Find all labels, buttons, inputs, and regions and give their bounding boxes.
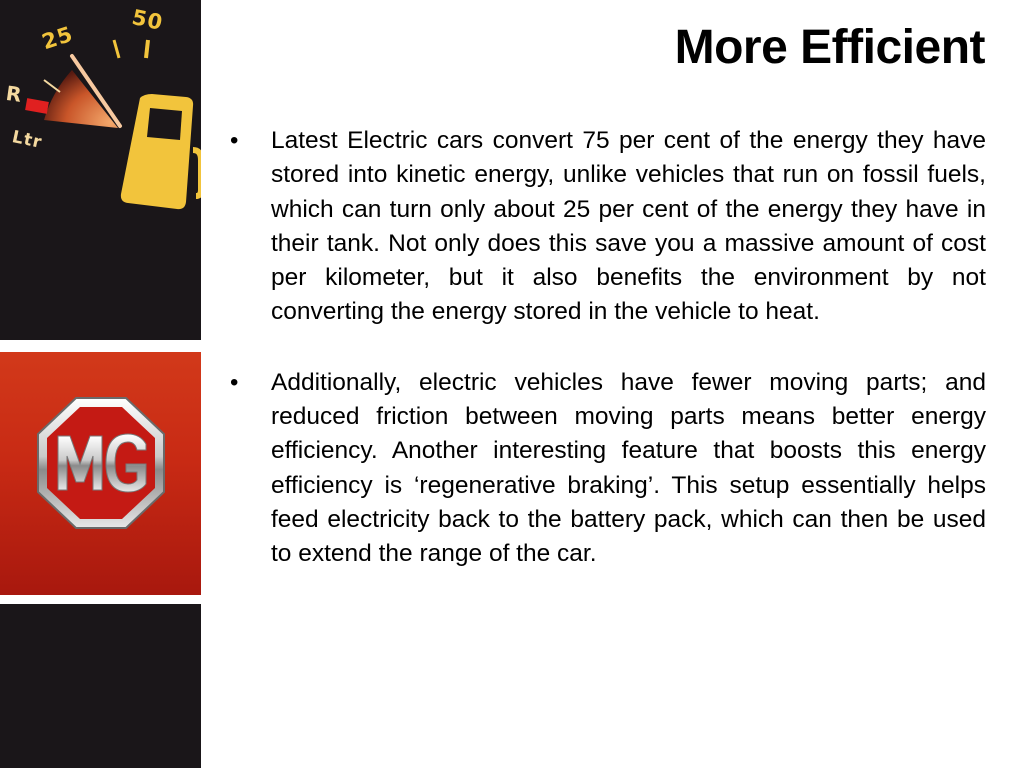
bullet-text: Additionally, electric vehicles have fewer moving parts; and reduced friction between moving parts means better energy efficiency. Another interesting feature that boosts this energy efficiency is ‘regenerative braking’. This setup essentially helps feed electricity back to the battery pack, which can then be used to extend the range of the car. — [271, 368, 986, 568]
gauge-tick — [114, 40, 119, 58]
mg-logo-panel — [0, 352, 201, 595]
gauge-label-ltr: Ltr — [10, 127, 45, 153]
gauge-label-25: 25 — [39, 21, 77, 55]
fuel-gauge-graphic — [0, 0, 201, 340]
gauge-tick — [44, 80, 60, 92]
fuel-gauge-image — [0, 0, 201, 340]
bullet-marker: • — [230, 368, 239, 396]
bullet-text: Latest Electric cars convert 75 per cent of the energy they have stored into kinetic energy, unlike vehicles that run on fossil fuels, which can turn only about 25 per cent of the energy they have in their tank. Not only does this save you a massive amount of cost per kilometer, but it also benefits the environment by not converting the energy stored in the vehicle to heat. — [271, 127, 986, 326]
fuel-pump-icon — [121, 94, 201, 209]
bullet-marker: • — [230, 127, 239, 154]
left-image-panel — [0, 0, 201, 768]
gauge-sweep — [44, 70, 118, 128]
gauge-tick — [146, 40, 148, 58]
bullet-list — [226, 124, 986, 608]
slide-title: More Efficient — [674, 21, 985, 74]
dark-footer-panel — [0, 604, 201, 768]
bullet-item — [226, 124, 986, 330]
bullet-item — [226, 366, 986, 572]
gauge-red-zone — [25, 98, 49, 114]
mg-logo-icon — [0, 352, 201, 595]
gauge-label-reserve: R — [4, 80, 24, 108]
gauge-label-50: 50 — [129, 5, 166, 35]
